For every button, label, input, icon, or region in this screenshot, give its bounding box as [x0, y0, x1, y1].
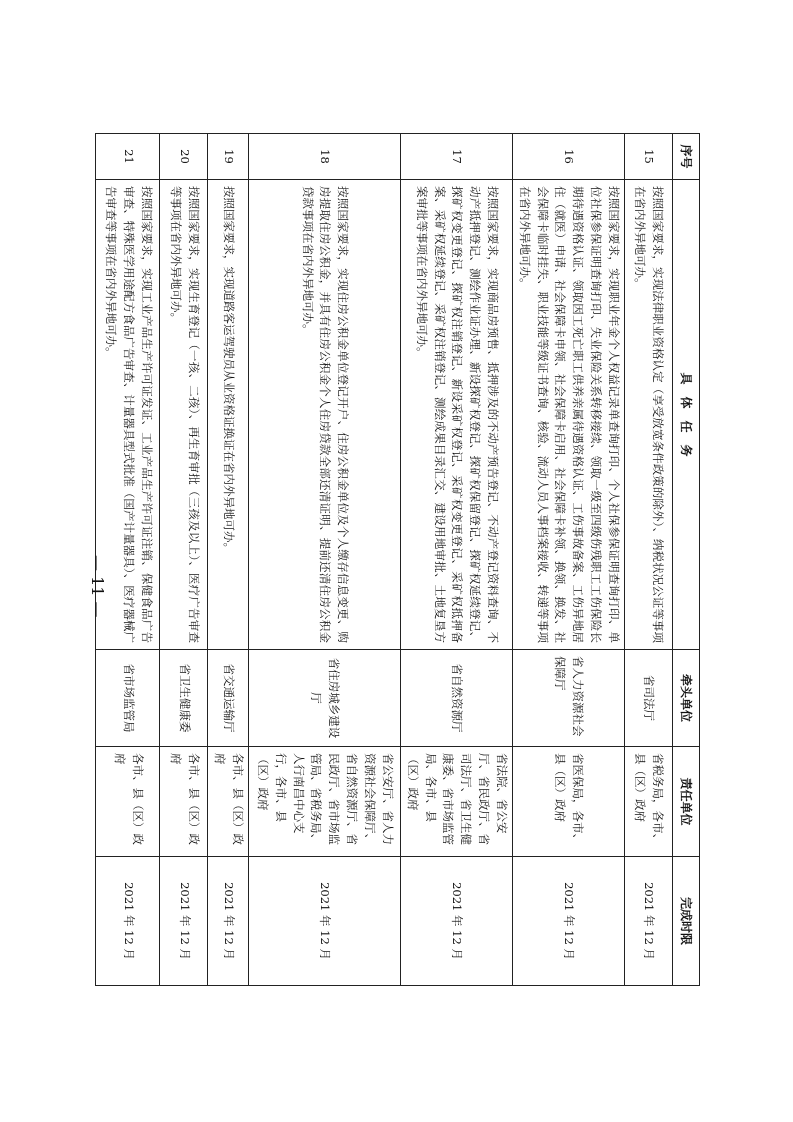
row-resp: 各市、县（区）政府: [160, 747, 208, 857]
row-task: 按照国家要求，实现职业年金个人权益记录单查询打印、个人社保参保证明查询打印、单位社保参保证明查询打印、失业保险关系转移接续、领取一级至四级伤残职工工伤保险长期待遇资格认证、领取因工死亡职工供养亲属待遇资格认证、工伤事故备案、工伤异地居住（就医）申请、社会保障卡申领、社会保障卡启用、社会保障卡补领、换领、换发、社会保障卡临时挂失、职业技能等级证书查询、核验、流动人员人事档案接收、转递等事项在省内外异地可办。: [513, 180, 625, 650]
table-header-row: [673, 134, 700, 986]
task-table: [95, 133, 700, 986]
row-num: 17: [401, 134, 513, 180]
row-num: 16: [513, 134, 625, 180]
row-lead: 省市场监管局: [96, 650, 160, 747]
row-resp: 省公安厅、省人力资源社会保障厅、省自然资源厅、省民政厅、省市场监管局、省税务局、人行南昌中心支行，各市、县（区）政府: [249, 747, 401, 857]
row-time: 2021 年 12 月: [625, 857, 673, 986]
row-task: 按照国家要求，实现住房公积金单位登记开户、住房公积金单位及个人缴存信息变更、购房提取住房公积金，并具有住房公积金个人住房贷款全部还清证明、提前还清住房公积金贷款事项在省内外异地可办。: [249, 180, 401, 650]
header-num: 序号: [673, 134, 700, 180]
row-resp: 各市、县（区）政府: [96, 747, 160, 857]
row-task: 按照国家要求，实现生育登记（一孩、二孩）、再生育审批（三孩及以上）、医疗广告审查等事项在省内外异地可办。: [160, 180, 208, 650]
row-resp: 各市、县（区）政府: [208, 747, 249, 857]
task-table-rotated: [103, 133, 700, 985]
row-lead: 省交通运输厅: [208, 650, 249, 747]
row-lead: 省卫生健康委: [160, 650, 208, 747]
page-number: — 11 —: [88, 555, 107, 618]
row-resp: 省医保局，各市、县（区）政府: [513, 747, 625, 857]
table-row: [625, 134, 673, 986]
row-resp: 省税务局，各市、县（区）政府: [625, 747, 673, 857]
row-task: 按照国家要求，实现工业产品生产许可证发证、工业产品生产许可证注销、保健食品广告审查、特殊医学用途配方食品广告审查、计量器具型式批准（国产计量器具）、医疗器械广告审查等事项在省内外异地可办。: [96, 180, 160, 650]
row-task: 按照国家要求，实现道路客运驾驶员从业资格证换证在省内外异地可办。: [208, 180, 249, 650]
row-task: 按照国家要求，实现法律职业资格认定（享受放宽条件政策的除外）、纳税状况公证等事项在省内外异地可办。: [625, 180, 673, 650]
row-time: 2021 年 12 月: [513, 857, 625, 986]
table-row: [160, 134, 208, 986]
row-resp: 省法院、省公安厅、省民政厅、省司法厅、省卫生健康委、省市场监管局、各市、县（区）政府: [401, 747, 513, 857]
header-task: 具 体 任 务: [673, 180, 700, 650]
table-row: [208, 134, 249, 986]
row-time: 2021 年 12 月: [160, 857, 208, 986]
row-num: 18: [249, 134, 401, 180]
row-lead: 省自然资源厅: [401, 650, 513, 747]
row-time: 2021 年 12 月: [208, 857, 249, 986]
row-time: 2021 年 12 月: [401, 857, 513, 986]
header-resp: 责任单位: [673, 747, 700, 857]
table-row: [401, 134, 513, 986]
header-time: 完成时限: [673, 857, 700, 986]
row-num: 21: [96, 134, 160, 180]
table-row: [513, 134, 625, 986]
row-lead: 省司法厅: [625, 650, 673, 747]
row-task: 按照国家要求，实现商品房预售、抵押涉及的不动产预告登记、不动产登记资料查询、不动产抵押登记、测绘作业证办理、新设探矿权登记、探矿权保留登记、探矿权延续登记、探矿权变更登记、探矿权注销登记、新设采矿权登记、采矿权变更登记、采矿权抵押备案、采矿权延续登记、采矿权注销登记、测绘成果目录汇交、建设用地审批、土地复垦方案审批等事项在省内外异地可办。: [401, 180, 513, 650]
row-num: 15: [625, 134, 673, 180]
row-time: 2021 年 12 月: [96, 857, 160, 986]
table-row: [249, 134, 401, 986]
row-lead: 省人力资源社会保障厅: [513, 650, 625, 747]
row-num: 19: [208, 134, 249, 180]
row-lead: 省住房城乡建设厅: [249, 650, 401, 747]
row-time: 2021 年 12 月: [249, 857, 401, 986]
row-num: 20: [160, 134, 208, 180]
header-lead: 牵头单位: [673, 650, 700, 747]
